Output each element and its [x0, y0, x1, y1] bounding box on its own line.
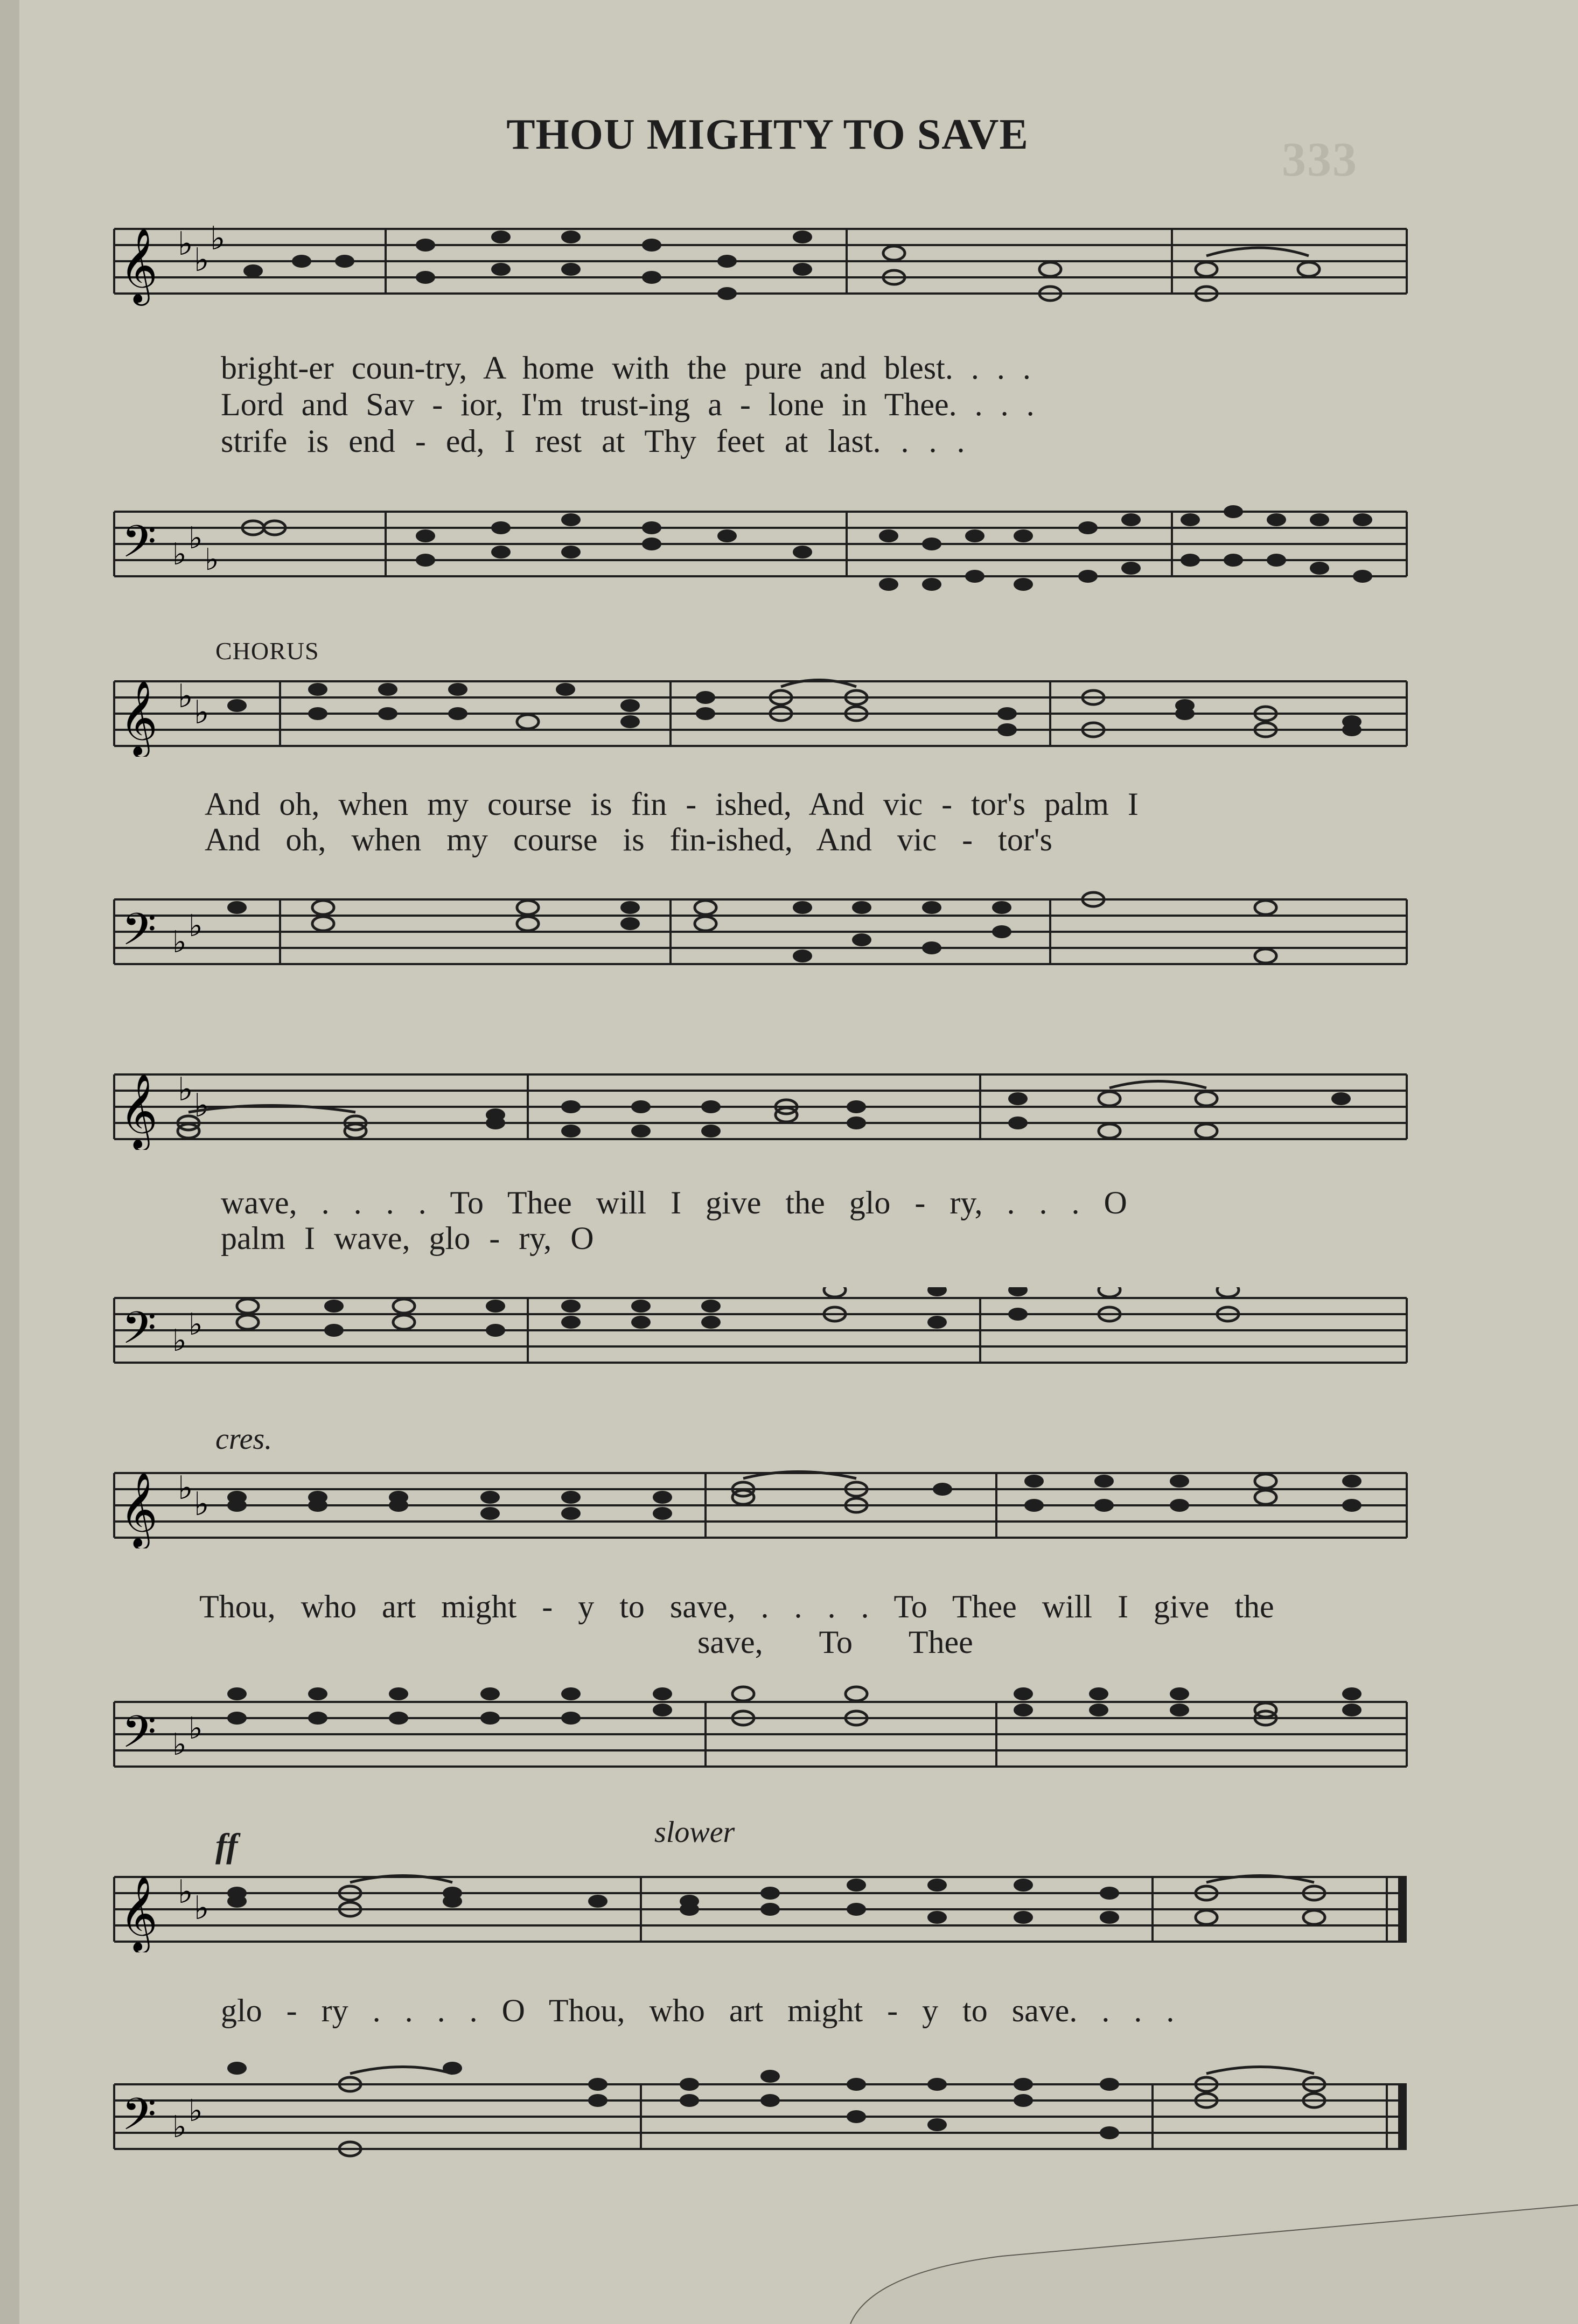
svg-text:𝄢: 𝄢: [122, 1706, 157, 1769]
system-1-lyric-line-2: Lord and Sav - ior, I'm trust-ing a - lone in Thee. . . .: [221, 387, 1035, 422]
tempo-marking: slower: [654, 1816, 735, 1849]
svg-text:♭: ♭: [172, 925, 187, 960]
svg-text:♭: ♭: [188, 2093, 203, 2128]
svg-text:♭: ♭: [172, 1323, 187, 1358]
svg-text:♭: ♭: [188, 1307, 203, 1342]
svg-text:♭: ♭: [178, 1873, 193, 1911]
system-3-bass-staff: [0, 1287, 1578, 1373]
system-1-treble-staff: [0, 224, 1578, 310]
svg-text:𝄢: 𝄢: [122, 903, 157, 966]
svg-text:𝄢: 𝄢: [122, 1302, 157, 1365]
fortissimo-marking: ff: [215, 1826, 238, 1865]
system-1-lyric-line-1: bright-er coun-try, A home with the pure and blest. . . .: [221, 350, 1031, 386]
system-4-bass-staff: [0, 1680, 1578, 1777]
svg-text:♭: ♭: [178, 678, 193, 715]
svg-text:♭: ♭: [172, 1727, 187, 1762]
svg-text:♭: ♭: [188, 909, 203, 944]
svg-text:𝄢: 𝄢: [122, 515, 157, 578]
svg-text:𝄞: 𝄞: [120, 1472, 158, 1547]
svg-text:♭: ♭: [188, 521, 203, 556]
system-5-lyric-line-1: glo - ry . . . . O Thou, who art might - y to save. . . .: [221, 1993, 1175, 2028]
svg-text:♭: ♭: [194, 694, 210, 731]
system-5-treble-staff: [0, 1872, 1578, 1952]
system-2-lyric-line-1: And oh, when my course is fin - ished, And vic - tor's palm I: [205, 786, 1139, 822]
folded-page-corner: [840, 2176, 1578, 2324]
svg-text:♭: ♭: [178, 1071, 193, 1108]
faint-page-number: 333: [1282, 133, 1358, 186]
system-2-treble-staff: [0, 676, 1578, 757]
svg-text:♭: ♭: [172, 2110, 187, 2145]
system-4-lyric-line-1: Thou, who art might - y to save, . . . . To Thee will I give the: [199, 1589, 1274, 1624]
svg-text:♭: ♭: [178, 1469, 193, 1507]
svg-text:♭: ♭: [188, 1711, 203, 1746]
svg-text:𝄞: 𝄞: [120, 1073, 158, 1148]
page-edge: [0, 0, 19, 2324]
svg-text:♭: ♭: [194, 241, 210, 279]
svg-text:♭: ♭: [210, 224, 226, 257]
svg-text:𝄞: 𝄞: [120, 228, 158, 303]
svg-text:♭: ♭: [194, 1889, 210, 1927]
svg-text:𝄢: 𝄢: [122, 2088, 157, 2151]
system-3-treble-staff: [0, 1069, 1578, 1150]
system-4-treble-staff: [0, 1468, 1578, 1548]
svg-text:♭: ♭: [194, 1485, 210, 1523]
chorus-label: CHORUS: [215, 637, 319, 665]
hymn-title: THOU MIGHTY TO SAVE: [506, 111, 1029, 158]
svg-text:♭: ♭: [172, 537, 187, 572]
system-1-bass-staff: [0, 501, 1578, 598]
svg-text:𝄞: 𝄞: [120, 1876, 158, 1951]
system-4-lyric-line-2: save, To Thee: [697, 1624, 973, 1660]
system-3-lyric-line-1: wave, . . . . To Thee will I give the glo - ry, . . . O: [221, 1185, 1127, 1220]
system-3-lyric-line-2: palm I wave, glo - ry, O: [221, 1220, 594, 1256]
system-1-lyric-line-3: strife is end - ed, I rest at Thy feet at last. . . .: [221, 423, 965, 459]
system-2-lyric-line-2: And oh, when my course is fin-ished, And vic - tor's: [205, 822, 1052, 857]
svg-text:𝄞: 𝄞: [120, 680, 158, 755]
svg-text:♭: ♭: [194, 1087, 210, 1125]
svg-text:♭: ♭: [178, 225, 193, 263]
system-2-bass-staff: [0, 889, 1578, 975]
svg-text:♭: ♭: [205, 542, 219, 577]
system-5-bass-staff: [0, 2052, 1578, 2160]
crescendo-marking: cres.: [215, 1422, 273, 1456]
